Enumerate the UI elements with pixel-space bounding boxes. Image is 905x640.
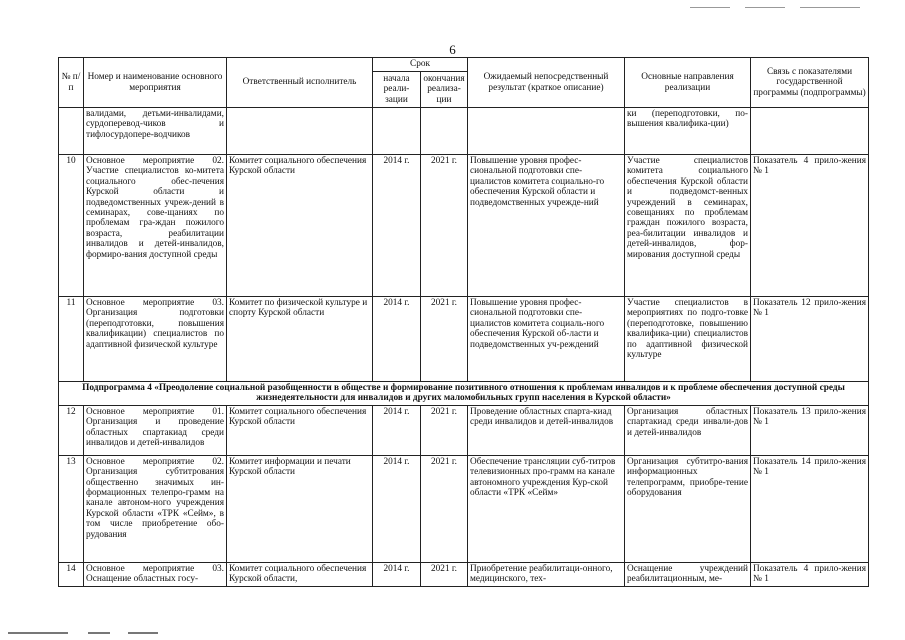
header-expected-result: Ожидаемый непосредственный результат (краткое описание) (468, 58, 625, 108)
header-measure-name: Номер и наименование основного мероприятия (84, 58, 227, 108)
top-edge-rule (690, 7, 730, 8)
subprogram-heading-row (59, 382, 869, 406)
cell-indicator-link: Показатель 4 прило-жения № 1 (751, 155, 869, 297)
top-edge-rule (800, 7, 860, 8)
cell-num: 10 (59, 155, 84, 297)
cell-start: 2014 г. (373, 155, 421, 297)
cell-executor: Комитет по физической культуре и спорту Курской области (227, 297, 373, 382)
cell-directions: Организация областных спартакиад среди инвали-дов и детей-инвалидов (625, 405, 751, 455)
cell-indicator-link (751, 108, 869, 155)
cell-measure-name: Основное мероприятие 03. Оснащение областных госу- (84, 562, 227, 586)
subprogram-heading: Подпрограмма 4 «Преодоление социальной разобщенности в обществе и формирование позитивного отношения к проблемам инвалидов и к проблеме обеспечения доступной среды жизнедеятельности для инвалидов и других маломобильных групп населения в Курской области» (59, 382, 869, 406)
bottom-edge-rule (88, 632, 110, 634)
table-row (59, 405, 869, 455)
cell-end: 2021 г. (421, 155, 468, 297)
cell-indicator-link: Показатель 13 прило-жения № 1 (751, 405, 869, 455)
cell-executor: Комитет социального обеспечения Курской области (227, 155, 373, 297)
cell-end: 2021 г. (421, 405, 468, 455)
cell-executor: Комитет социального обеспечения Курской области (227, 405, 373, 455)
header-executor: Ответственный исполнитель (227, 58, 373, 108)
cell-directions: Участие специалистов комитета социального обеспечения Курской области и подведомст-венных учреждений в семинарах, совещаниях по проблемам граждан пожилого возраста, реа-билитации инвалидов и детей-инвалидов, фор-мирования доступной среды (625, 155, 751, 297)
cell-start (373, 108, 421, 155)
cell-num: 14 (59, 562, 84, 586)
header-period: Срок (373, 58, 468, 72)
cell-start: 2014 г. (373, 297, 421, 382)
cell-start: 2014 г. (373, 562, 421, 586)
header-end: окончания реализа-ции (421, 72, 468, 108)
bottom-edge-rule (8, 632, 68, 634)
cell-end: 2021 г. (421, 455, 468, 562)
cell-indicator-link: Показатель 14 прило-жения № 1 (751, 455, 869, 562)
table-row (59, 155, 869, 297)
cell-start: 2014 г. (373, 405, 421, 455)
table-row (59, 562, 869, 586)
cell-result: Приобретение реабилитаци-онного, медицинского, тех- (468, 562, 625, 586)
top-edge-rule (745, 7, 785, 8)
cell-num: 12 (59, 405, 84, 455)
header-directions: Основные направления реализации (625, 58, 751, 108)
cell-result: Проведение областных спарта-киад среди инвалидов и детей-инвалидов (468, 405, 625, 455)
bottom-edge-rule (128, 632, 158, 634)
cell-num: 13 (59, 455, 84, 562)
cell-measure-name: Основное мероприятие 02. Организация субтитрования общественно значимых ин-формационных телепро-грамм на канале автоном-ного учреждения Курской области «ТРК «Сейм», в том числе приобретение обо-рудования (84, 455, 227, 562)
cell-end: 2021 г. (421, 562, 468, 586)
cell-result: Повышение уровня профес-сиональной подготовки спе-циалистов комитета социально-го обеспечения Курской области и подведомственных учрежде-ний (468, 155, 625, 297)
cell-directions: Оснащение учреждений реабилитационным, ме- (625, 562, 751, 586)
cell-directions: Организация субтитро-вания информационных телепрограмм, приобре-тение оборудования (625, 455, 751, 562)
cell-measure-name: Основное мероприятие 01. Организация и проведение областных спартакиад среди инвалидов и детей-инвалидов (84, 405, 227, 455)
cell-directions: Участие специалистов в мероприятиях по подго-товке (переподготовке, повышению квалифика-ции) специалистов по адаптивной физической культуре (625, 297, 751, 382)
cell-end (421, 108, 468, 155)
table-row (59, 297, 869, 382)
cell-measure-name: валидами, детьми-инвалидами, сурдоперевод-чиков и тифлосурдопере-водчиков (84, 108, 227, 155)
page-number: 6 (449, 42, 456, 57)
header-num: № п/п (59, 58, 84, 108)
cell-indicator-link: Показатель 12 прило-жения № 1 (751, 297, 869, 382)
cell-num (59, 108, 84, 155)
cell-start: 2014 г. (373, 455, 421, 562)
table-row-continuation (59, 108, 869, 155)
cell-end: 2021 г. (421, 297, 468, 382)
cell-measure-name: Основное мероприятие 02. Участие специалистов ко-митета социального обес-печения Курской области и подведомственных учреж-дений в семинарах, сове-щаниях по проблемам гра-ждан пожилого возраста, реабилитации инвалидов и детей-инвалидов, формиро-вания доступной среды (84, 155, 227, 297)
cell-directions: ки (переподготовки, по-вышения квалифика-ции) (625, 108, 751, 155)
cell-executor: Комитет социального обеспечения Курской области, (227, 562, 373, 586)
cell-measure-name: Основное мероприятие 03. Организация подготовки (переподготовки, повышения квалификации) специалистов по адаптивной физической культуре (84, 297, 227, 382)
cell-num: 11 (59, 297, 84, 382)
program-measures-table (58, 57, 869, 587)
cell-result: Обеспечение трансляции суб-титров телевизионных про-грамм на канале автономного учреждения Кур-ской области «ТРК «Сейм» (468, 455, 625, 562)
header-start: начала реали-зации (373, 72, 421, 108)
cell-result: Повышение уровня профес-сиональной подготовки спе-циалистов комитета социаль-ного обеспечения Курской об-ласти и подведомственных уч-реждений (468, 297, 625, 382)
cell-indicator-link: Показатель 4 прило-жения № 1 (751, 562, 869, 586)
cell-executor: Комитет информации и печати Курской области (227, 455, 373, 562)
header-indicator-link: Связь с показателями государственной программы (подпрограммы) (751, 58, 869, 108)
table-header-row (59, 58, 869, 72)
cell-executor (227, 108, 373, 155)
table-row (59, 455, 869, 562)
cell-result (468, 108, 625, 155)
